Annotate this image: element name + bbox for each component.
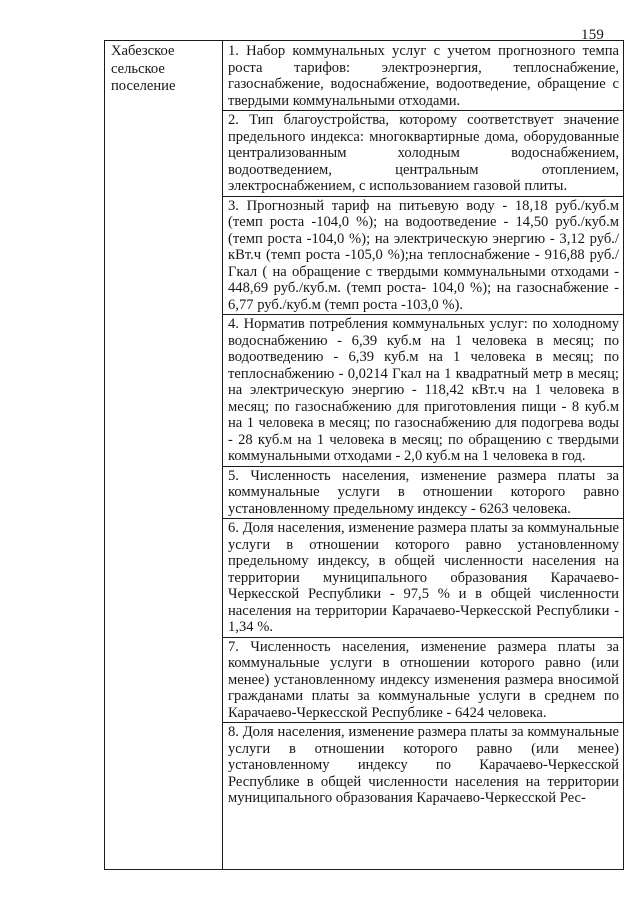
item-6-text: 6. Доля населения, изменение размера платы за коммунальные услуги в отношении которого равно установленному предельному индексу, в общей численности населения на территории муниципального образования Карачаево-Черкесской Республики - 97,5 % и в общей численности населения на территории Карачаево-Черкесской Республики - 1,34 %. [228,520,619,635]
page-number: 159 [581,27,605,43]
municipality-name: Хабезское сельское поселение [111,43,176,94]
document-table [104,40,624,870]
item-3-text: 3. Прогнозный тариф на питьевую воду - 18,18 руб./куб.м (темп роста -104,0 %); на водоотведение - 14,50 руб./куб.м (темп роста -104,0 %); на электрическую энергию - 3,12 руб./кВт.ч (темп роста -105,0 %);на теплоснабжение - 916,88 руб./Гкал ( на обращение с твердыми коммунальными отходами - 448,69 руб./куб.м. (темп роста- 104,0 %); на газоснабжение - 6,77 руб./куб.м (темп роста -103,0 %). [228,197,619,313]
item-1-text: 1. Набор коммунальных услуг с учетом прогнозного темпа роста тарифов: электроэнергия, теплоснабжение, газоснабжение, водоснабжение, водоотведение, обращение с твердыми коммунальными отходами. [228,43,619,109]
item-4-text: 4. Норматив потребления коммунальных услуг: по холодному водоснабжению - 6,39 куб.м на 1 человека в месяц; по водоотведению - 6,39 куб.м на 1 человека в месяц; по теплоснабжению - 0,0214 Гкал на 1 квадратный метр в месяц; на электрическую энергию - 118,42 кВт.ч на 1 человека в месяц; по газоснабжению для приготовления пищи - 8 куб.м на 1 человека в месяц; по газоснабжению для подогрева воды - 28 куб.м на 1 человека в месяц; по обращению с твердыми коммунальными отходами - 2,0 куб.м на 1 человека в год. [228,316,619,464]
item-2-text: 2. Тип благоустройства, которому соответствует значение предельного индекса: многоквартирные дома, оборудованные централизованным холодным водоснабжением, водоотведением, центральным отоплением, электроснабжением, с использованием газовой плиты. [228,112,619,194]
item-7-text: 7. Численность населения, изменение размера платы за коммунальные услуги в отношении которого равно (или менее) установленному индексу изменения размера вносимой гражданами платы за коммунальные услуги в среднем по Карачаево-Черкесской Республике - 6424 человека. [228,638,619,721]
column-divider [222,41,223,869]
indicators-cell [228,43,619,807]
item-5-text: 5. Численность населения, изменение размера платы за коммунальные услуги в отношении которого равно установленному предельному индексу - 6263 человека. [228,467,619,517]
item-8-text: 8. Доля населения, изменение размера платы за коммунальные услуги в отношении которого равно (или менее) установленному индексу по Карачаево-Черкесской Республике в общей численности населения на территории муниципального образования Карачаево-Черкесской Рес- [228,724,619,806]
